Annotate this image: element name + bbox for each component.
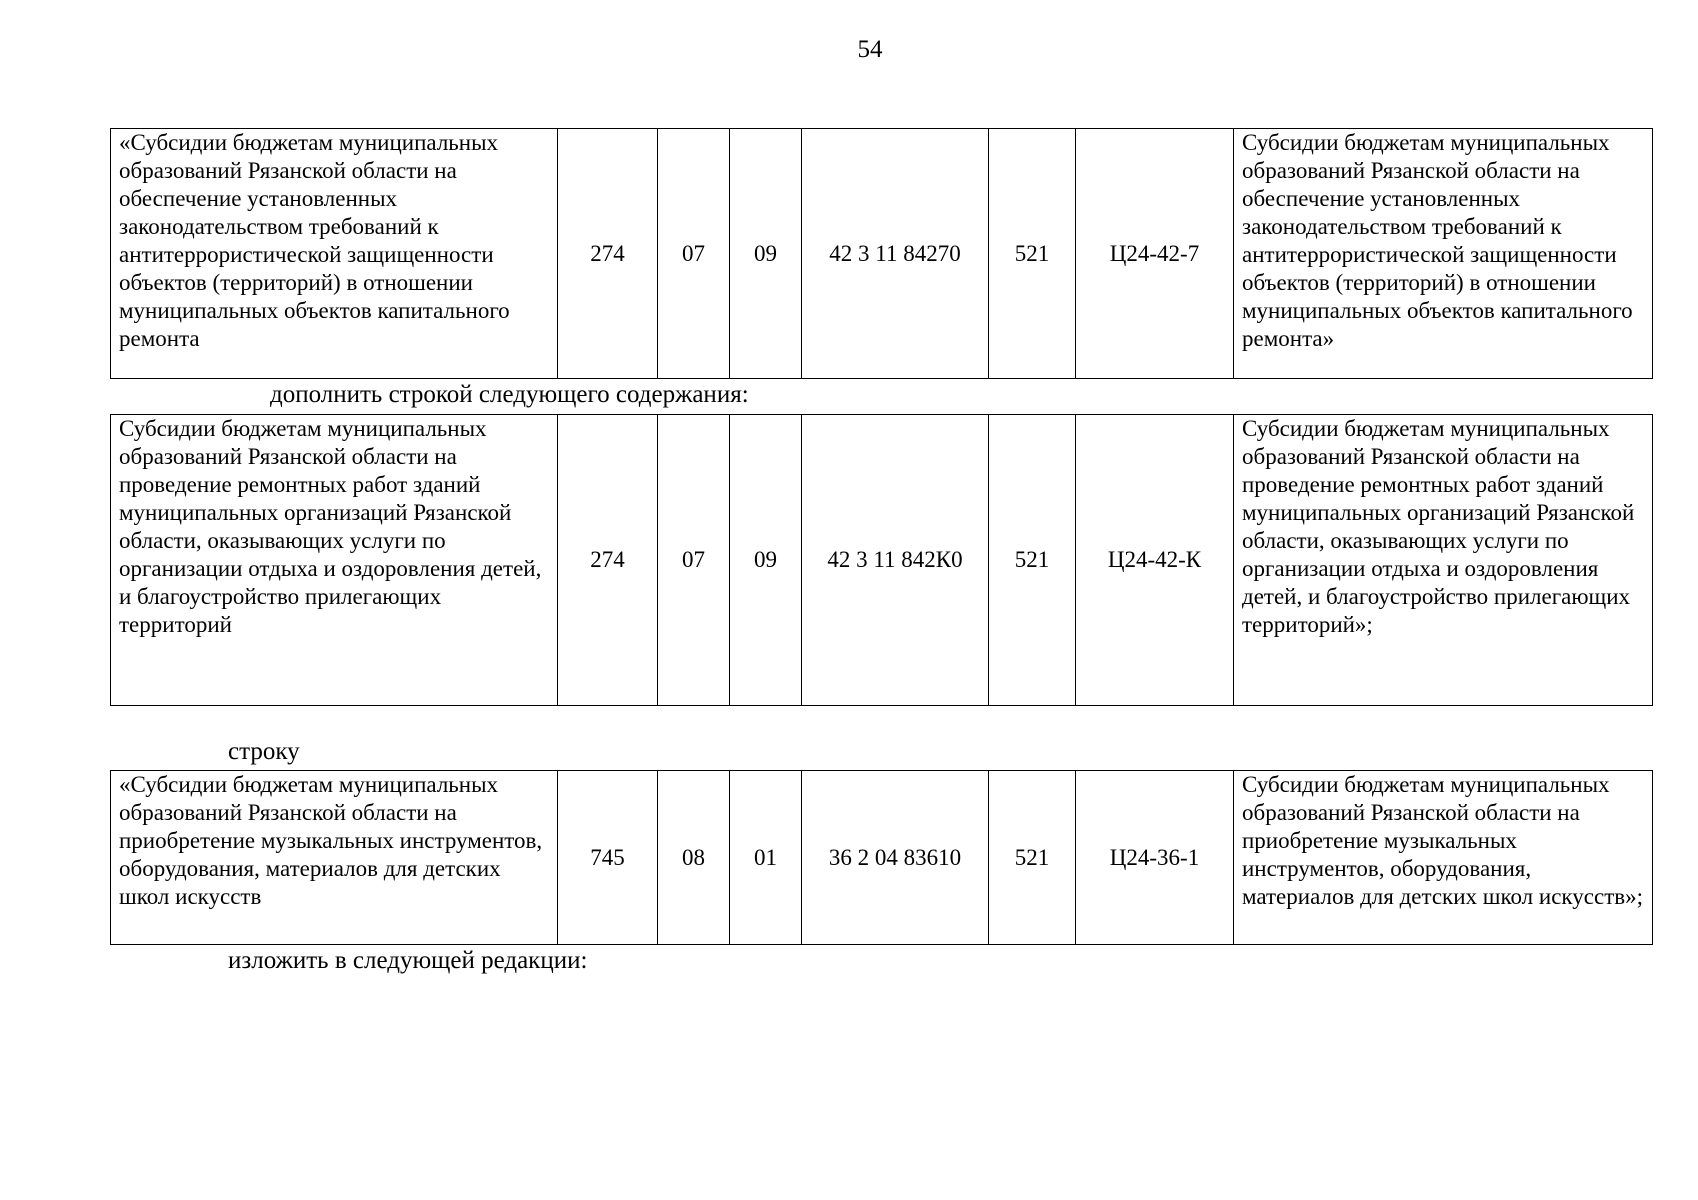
page-number: 54 [857,36,883,63]
expense-name-cell: «Субсидии бюджетам муниципальных образований Рязанской области на обеспечение установленных законодательством требований к антитеррористической защищенности объектов (территорий) в отношении муниципальных объектов капитального ремонта [111,129,558,379]
expense-type-cell: 521 [989,771,1076,945]
purpose-code-cell: Ц24-42-К [1076,415,1234,706]
section-code-cell: 08 [658,771,730,945]
ministry-code-cell: 745 [558,771,658,945]
expense-name-cell: «Субсидии бюджетам муниципальных образований Рязанской области на приобретение музыкальных инструментов, оборудования, материалов для детских школ искусств [111,771,558,945]
expense-name-cell: Субсидии бюджетам муниципальных образований Рязанской области на проведение ремонтных работ зданий муниципальных организаций Рязанской области, оказывающих услуги по организации отдыха и оздоровления детей, и благоустройство прилегающих территорий [111,415,558,706]
expense-type-cell: 521 [989,129,1076,379]
subsection-code-cell: 09 [730,415,802,706]
caption-add-row: дополнить строкой следующего содержания: [270,381,749,408]
table-row [111,415,1653,706]
ministry-code-cell: 274 [558,415,658,706]
budget-table-3 [110,770,1653,945]
purpose-code-cell: Ц24-42-7 [1076,129,1234,379]
table-row [111,771,1653,945]
purpose-code-cell: Ц24-36-1 [1076,771,1234,945]
purpose-name-cell: Субсидии бюджетам муниципальных образований Рязанской области на проведение ремонтных работ зданий муниципальных организаций Рязанской области, оказывающих услуги по организации отдыха и оздоровления детей, и благоустройство прилегающих территорий»; [1234,415,1653,706]
table-row [111,129,1653,379]
expense-type-cell: 521 [989,415,1076,706]
budget-table-2 [110,414,1653,706]
purpose-name-cell: Субсидии бюджетам муниципальных образований Рязанской области на обеспечение установленных законодательством требований к антитеррористической защищенности объектов (территорий) в отношении муниципальных объектов капитального ремонта» [1234,129,1653,379]
subsection-code-cell: 09 [730,129,802,379]
target-article-cell: 42 3 11 84270 [802,129,989,379]
section-code-cell: 07 [658,129,730,379]
blank-page-area [0,990,1698,1190]
budget-table-1 [110,128,1653,379]
caption-row: строку [228,738,300,765]
target-article-cell: 42 3 11 842К0 [802,415,989,706]
section-code-cell: 07 [658,415,730,706]
subsection-code-cell: 01 [730,771,802,945]
target-article-cell: 36 2 04 83610 [802,771,989,945]
purpose-name-cell: Субсидии бюджетам муниципальных образований Рязанской области на приобретение музыкальных инструментов, оборудования, материалов для детских школ искусств»; [1234,771,1653,945]
ministry-code-cell: 274 [558,129,658,379]
caption-restate: изложить в следующей редакции: [228,947,588,974]
